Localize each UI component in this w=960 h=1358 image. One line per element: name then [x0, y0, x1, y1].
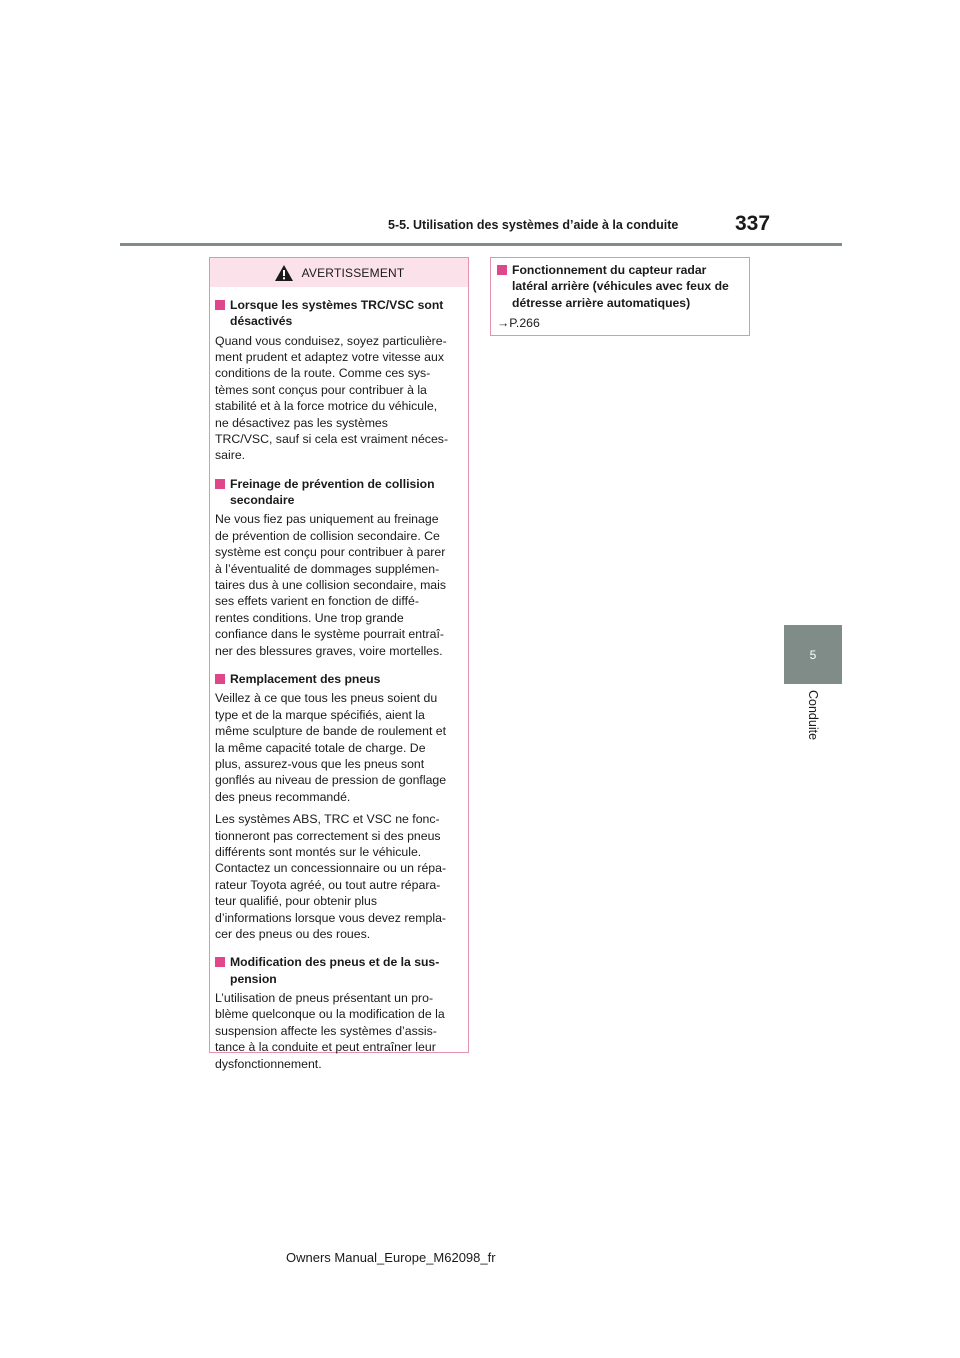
warning-triangle-icon: [274, 264, 294, 282]
bullet-square-icon: [215, 957, 225, 967]
bullet-square-icon: [215, 300, 225, 310]
warning-item: [215, 476, 462, 659]
chapter-number: 5: [809, 647, 817, 662]
bullet-square-icon: [497, 265, 507, 275]
warning-item: [215, 671, 462, 942]
header-rule: [120, 243, 842, 246]
chapter-tab: [784, 625, 842, 684]
warning-item-heading: [215, 476, 462, 509]
bullet-square-icon: [215, 479, 225, 489]
chapter-label-text: Conduite: [806, 690, 820, 741]
note-box: [490, 257, 750, 336]
chapter-label: [784, 690, 842, 780]
warning-item-heading: [215, 954, 462, 987]
paragraph: Quand vous conduisez, soyez particulière- ment prudent et adaptez votre vitesse aux conditions de la route. Comme ces sys- tèmes sont conçus pour contribuer à la stabilité et à la force motrice du véhicule, ne désactivez pas les systèmes TRC/VSC, sauf si cela est vraiment néces- saire.: [215, 333, 449, 463]
note-heading: [497, 262, 743, 311]
heading-text: Modification des pneus et de la sus- pension: [230, 955, 440, 986]
warning-item-heading: [215, 671, 462, 687]
paragraph: L’utilisation de pneus présentant un pro- blème quelconque ou la modification de la suspension affecte les systèmes d’assis- tance à la conduite et peut entraîner leur dysfonctionnement.: [215, 991, 445, 1071]
heading-text: Fonctionnement du capteur radar latéral arrière (véhicules avec feux de détresse arrière automatiques): [512, 263, 729, 310]
bullet-square-icon: [215, 674, 225, 684]
warning-item: [215, 297, 462, 464]
warning-item: [215, 954, 462, 1072]
warning-header: [210, 258, 468, 287]
heading-text: Freinage de prévention de collision secondaire: [230, 476, 435, 508]
paragraph: Veillez à ce que tous les pneus soient du type et de la marque spécifiés, aient la même sculpture de bande de roulement et la même capacité totale de charge. De plus, assurez-vous que les pneus sont gonflés au niveau de pression de gonflage des pneus recommandé.: [215, 691, 447, 804]
heading-text: Lorsque les systèmes TRC/VSC sont désactivés: [230, 298, 444, 329]
warning-title: AVERTISSEMENT: [301, 265, 405, 280]
page-number: 337: [735, 212, 771, 235]
warning-body: [210, 287, 468, 1072]
footer-text: Owners Manual_Europe_M62098_fr: [286, 1250, 496, 1265]
heading-text: Remplacement des pneus: [230, 672, 381, 687]
paragraph: Les systèmes ABS, TRC et VSC ne fonc- tionneront pas correctement si des pneus différents sont montés sur le véhicule. Contactez un concessionnaire ou un répa- rateur Toyota agréé, ou tout autre répara- teur qualifié, pour obtenir plus d’informations lorsque vous devez rempla- cer des pneus ou des roues.: [215, 812, 447, 942]
warning-item-heading: [215, 297, 462, 330]
section-title: 5-5. Utilisation des systèmes d’aide à la conduite: [388, 218, 679, 232]
warning-box: [209, 257, 469, 1071]
page-reference-link[interactable]: →P.266: [497, 315, 540, 330]
paragraph: Ne vous fiez pas uniquement au freinage de prévention de collision secondaire. Ce système est conçu pour contribuer à parer à l’éventualité de dommages supplémen- taires dus à une collision secondaire, mais ses effets varient en fonction de diffé- rentes conditions. Une trop grande confiance dans le système pourrait entraî- ner des blessures graves, voire mortelles.: [215, 512, 447, 658]
